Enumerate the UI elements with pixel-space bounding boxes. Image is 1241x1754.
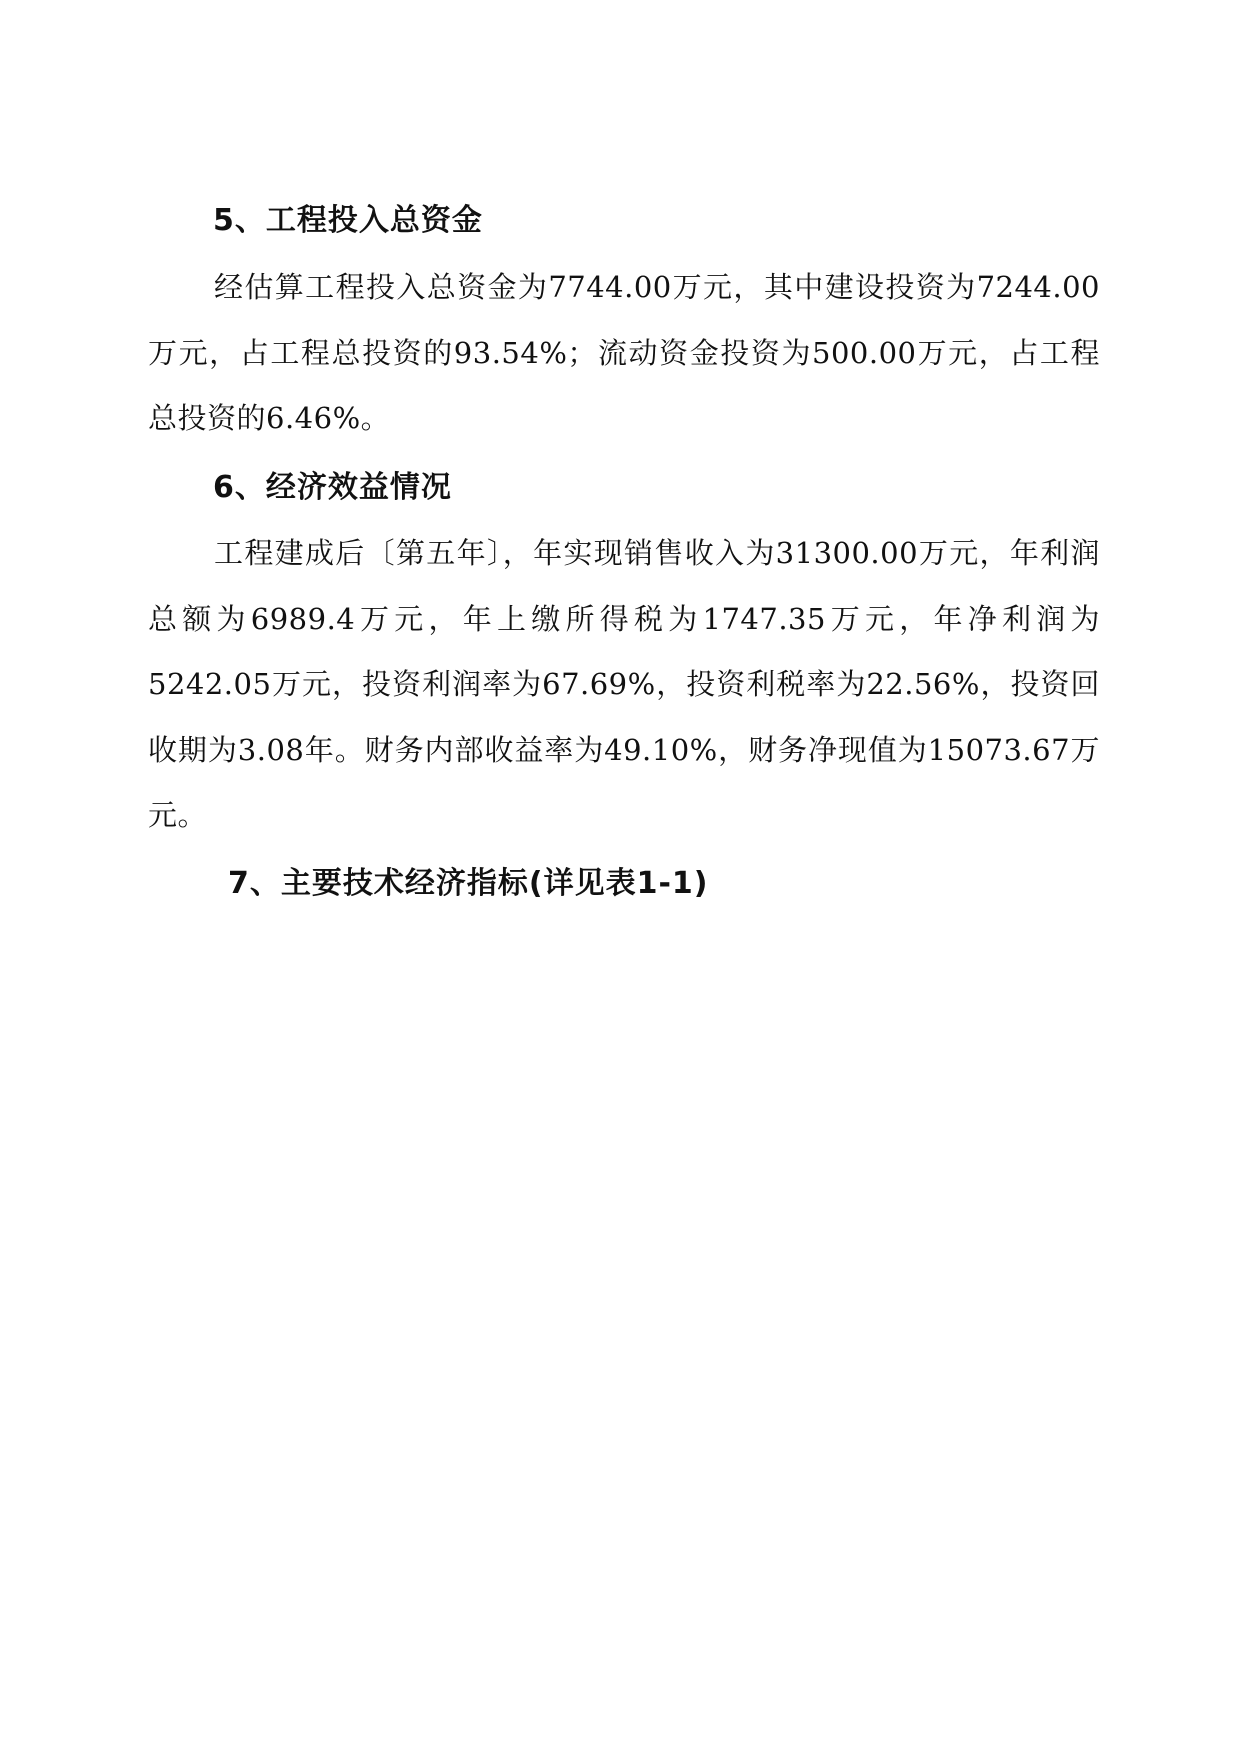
section-heading-indicators: 7、主要技术经济指标(详见表1-1) <box>228 866 709 901</box>
section-body-investment: 经估算工程投入总资金为7744.00万元，其中建设投资为7244.00万元，占工程总投资的93.54%；流动资金投资为500.00万元，占工程总投资的6.46%。 <box>148 270 1100 435</box>
section-body-economic-benefit: 工程建成后〔第五年〕，年实现销售收入为31300.00万元，年利润总额为6989.4万元，年上缴所得税为1747.35万元，年净利润为5242.05万元，投资利润率为67.69%，投资利税率为22.56%，投资回收期为3.08年。财务内部收益率为49.10%，财务净现值为15073.67万元。 <box>148 536 1100 832</box>
section-heading-economic-benefit: 6、经济效益情况 <box>213 470 452 505</box>
section-heading-investment: 5、工程投入总资金 <box>213 203 483 238</box>
